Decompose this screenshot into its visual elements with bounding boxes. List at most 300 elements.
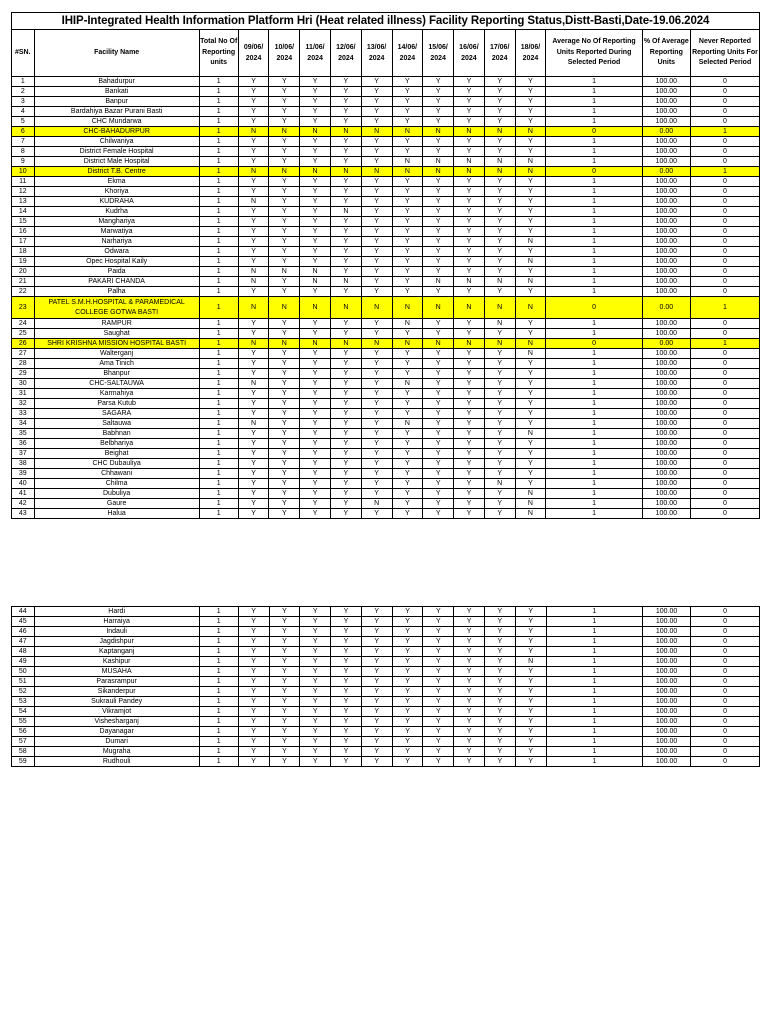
row-sn: 15 <box>12 217 35 227</box>
table-row <box>12 157 760 167</box>
report-status: Y <box>238 157 269 167</box>
row-sn: 19 <box>12 257 35 267</box>
report-status: Y <box>269 687 300 697</box>
row-sn: 44 <box>12 607 35 617</box>
report-status: Y <box>484 177 515 187</box>
table-row <box>12 369 760 379</box>
report-status: Y <box>269 257 300 267</box>
never-reported: 0 <box>690 217 759 227</box>
report-status: Y <box>423 369 454 379</box>
report-status: N <box>392 157 423 167</box>
never-reported: 0 <box>690 359 759 369</box>
report-status: Y <box>330 117 361 127</box>
facility-name: Karmahiya <box>34 389 199 399</box>
report-status: Y <box>484 499 515 509</box>
report-status: Y <box>454 359 485 369</box>
report-status: Y <box>392 359 423 369</box>
report-status: Y <box>238 349 269 359</box>
report-status: N <box>484 339 515 349</box>
report-status: Y <box>331 627 362 637</box>
percent-average: 100.00 <box>642 657 690 667</box>
report-status: Y <box>331 707 362 717</box>
report-status: Y <box>238 107 269 117</box>
row-sn: 17 <box>12 237 35 247</box>
percent-average: 100.00 <box>642 227 690 237</box>
never-reported: 0 <box>691 677 760 687</box>
report-status: Y <box>238 137 269 147</box>
report-status: Y <box>454 637 485 647</box>
report-status: N <box>515 499 546 509</box>
average-units: 1 <box>546 409 642 419</box>
facility-name: Chilma <box>34 479 199 489</box>
report-status: N <box>269 167 300 177</box>
facility-name: MUSAHA <box>34 667 199 677</box>
never-reported: 0 <box>691 617 760 627</box>
facility-name: Hardi <box>34 607 199 617</box>
report-status: Y <box>330 87 361 97</box>
table-row <box>12 509 760 519</box>
report-status: Y <box>330 419 361 429</box>
report-status: Y <box>454 489 485 499</box>
report-status: Y <box>454 147 485 157</box>
report-status: Y <box>454 479 485 489</box>
report-status: Y <box>361 379 392 389</box>
report-status: Y <box>392 489 423 499</box>
facility-name: Manghariya <box>34 217 199 227</box>
average-units: 1 <box>546 509 642 519</box>
report-status: N <box>484 277 515 287</box>
average-units: 1 <box>546 287 642 297</box>
report-status: N <box>392 297 423 319</box>
percent-average: 100.00 <box>642 97 690 107</box>
never-reported: 0 <box>691 747 760 757</box>
row-sn: 26 <box>12 339 35 349</box>
row-sn: 8 <box>12 147 35 157</box>
report-status: Y <box>454 677 485 687</box>
percent-average: 100.00 <box>642 687 690 697</box>
never-reported: 0 <box>690 77 759 87</box>
report-status: Y <box>330 267 361 277</box>
table-row <box>12 197 760 207</box>
report-status: Y <box>331 607 362 617</box>
report-status: Y <box>515 107 546 117</box>
percent-average: 100.00 <box>642 349 690 359</box>
report-status: N <box>515 509 546 519</box>
report-status: Y <box>238 499 269 509</box>
report-status: Y <box>392 707 423 717</box>
never-reported: 0 <box>690 509 759 519</box>
report-status: Y <box>515 439 546 449</box>
table-row <box>12 499 760 509</box>
report-status: Y <box>423 379 454 389</box>
report-status: Y <box>484 657 515 667</box>
total-units: 1 <box>199 717 238 727</box>
total-units: 1 <box>199 747 238 757</box>
report-status: Y <box>300 727 331 737</box>
report-status: N <box>361 167 392 177</box>
report-status: Y <box>361 459 392 469</box>
facility-name: RAMPUR <box>34 319 199 329</box>
never-reported: 0 <box>690 419 759 429</box>
average-units: 1 <box>546 439 642 449</box>
average-units: 1 <box>546 319 642 329</box>
total-units: 1 <box>199 449 238 459</box>
table-row <box>12 177 760 187</box>
average-units: 1 <box>546 717 642 727</box>
total-units: 1 <box>199 297 238 319</box>
report-status: Y <box>269 227 300 237</box>
report-status: Y <box>361 267 392 277</box>
report-status: N <box>238 297 269 319</box>
table-row <box>12 667 760 677</box>
facility-name: Halua <box>34 509 199 519</box>
row-sn: 3 <box>12 97 35 107</box>
row-sn: 20 <box>12 267 35 277</box>
report-status: Y <box>392 329 423 339</box>
report-status: Y <box>392 697 423 707</box>
facility-name: Kudrha <box>34 207 199 217</box>
report-status: Y <box>423 107 454 117</box>
report-status: Y <box>331 737 362 747</box>
report-status: Y <box>454 399 485 409</box>
report-status: Y <box>330 429 361 439</box>
report-status: N <box>515 349 546 359</box>
report-status: Y <box>269 697 300 707</box>
row-sn: 33 <box>12 409 35 419</box>
header-percent-average: % Of Average Reporting Units <box>642 30 690 77</box>
facility-name: Ekma <box>34 177 199 187</box>
report-status: Y <box>238 237 269 247</box>
report-status: Y <box>454 409 485 419</box>
never-reported: 0 <box>690 459 759 469</box>
total-units: 1 <box>199 439 238 449</box>
average-units: 1 <box>546 87 642 97</box>
percent-average: 100.00 <box>642 499 690 509</box>
facility-name: KUDRAHA <box>34 197 199 207</box>
report-status: Y <box>269 399 300 409</box>
row-sn: 18 <box>12 247 35 257</box>
percent-average: 100.00 <box>642 617 690 627</box>
report-status: Y <box>515 227 546 237</box>
average-units: 1 <box>546 489 642 499</box>
total-units: 1 <box>199 177 238 187</box>
report-status: Y <box>484 187 515 197</box>
report-status: Y <box>515 707 546 717</box>
report-status: Y <box>361 237 392 247</box>
report-status: Y <box>361 227 392 237</box>
average-units: 1 <box>546 449 642 459</box>
report-status: Y <box>361 147 392 157</box>
report-status: Y <box>269 77 300 87</box>
row-sn: 22 <box>12 287 35 297</box>
report-status: Y <box>454 687 485 697</box>
total-units: 1 <box>199 737 238 747</box>
average-units: 1 <box>546 389 642 399</box>
table-row <box>12 217 760 227</box>
report-status: Y <box>454 757 485 767</box>
report-status: Y <box>515 687 546 697</box>
report-status: Y <box>331 677 362 687</box>
table-row <box>12 647 760 657</box>
report-status: Y <box>238 207 269 217</box>
row-sn: 31 <box>12 389 35 399</box>
report-status: Y <box>331 687 362 697</box>
percent-average: 100.00 <box>642 459 690 469</box>
percent-average: 100.00 <box>642 329 690 339</box>
table-row <box>12 479 760 489</box>
percent-average: 100.00 <box>642 469 690 479</box>
report-status: Y <box>238 627 269 637</box>
report-status: Y <box>392 217 423 227</box>
report-status: Y <box>454 419 485 429</box>
report-status: Y <box>238 97 269 107</box>
report-status: Y <box>269 717 300 727</box>
never-reported: 0 <box>690 107 759 117</box>
header-never-reported: Never Reported Reporting Units For Selected Period <box>690 30 759 77</box>
report-status: Y <box>515 287 546 297</box>
report-status: Y <box>423 237 454 247</box>
average-units: 1 <box>546 737 642 747</box>
table-row <box>12 747 760 757</box>
percent-average: 100.00 <box>642 707 690 717</box>
report-status: Y <box>331 727 362 737</box>
row-sn: 49 <box>12 657 35 667</box>
report-status: Y <box>361 737 392 747</box>
report-status: Y <box>269 677 300 687</box>
report-status: Y <box>515 717 546 727</box>
average-units: 1 <box>546 267 642 277</box>
report-status: Y <box>423 717 454 727</box>
report-status: Y <box>269 439 300 449</box>
report-status: Y <box>454 247 485 257</box>
report-status: Y <box>300 97 331 107</box>
report-status: Y <box>269 737 300 747</box>
report-status: Y <box>392 287 423 297</box>
percent-average: 100.00 <box>642 287 690 297</box>
report-status: Y <box>361 369 392 379</box>
report-status: Y <box>269 287 300 297</box>
report-status: Y <box>423 499 454 509</box>
report-status: Y <box>269 349 300 359</box>
average-units: 1 <box>546 197 642 207</box>
report-status: Y <box>238 439 269 449</box>
never-reported: 0 <box>690 469 759 479</box>
percent-average: 100.00 <box>642 717 690 727</box>
total-units: 1 <box>199 479 238 489</box>
row-sn: 4 <box>12 107 35 117</box>
report-status: Y <box>484 647 515 657</box>
report-status: Y <box>269 747 300 757</box>
percent-average: 100.00 <box>642 389 690 399</box>
percent-average: 100.00 <box>642 137 690 147</box>
report-status: Y <box>454 349 485 359</box>
report-status: Y <box>300 197 331 207</box>
total-units: 1 <box>199 227 238 237</box>
report-status: Y <box>423 97 454 107</box>
table-row <box>12 267 760 277</box>
report-status: Y <box>454 627 485 637</box>
report-status: Y <box>269 627 300 637</box>
report-status: Y <box>392 657 423 667</box>
row-sn: 29 <box>12 369 35 379</box>
report-status: N <box>392 419 423 429</box>
report-status: Y <box>300 489 331 499</box>
report-status: N <box>330 167 361 177</box>
report-status: Y <box>238 677 269 687</box>
report-status: Y <box>484 257 515 267</box>
table-row <box>12 727 760 737</box>
report-status: Y <box>300 469 331 479</box>
report-status: N <box>238 379 269 389</box>
average-units: 1 <box>546 647 642 657</box>
table-row <box>12 277 760 287</box>
report-status: Y <box>423 287 454 297</box>
percent-average: 100.00 <box>642 637 690 647</box>
report-status: Y <box>484 697 515 707</box>
total-units: 1 <box>199 617 238 627</box>
report-status: Y <box>330 329 361 339</box>
report-status: Y <box>330 107 361 117</box>
row-sn: 55 <box>12 717 35 727</box>
never-reported: 0 <box>690 329 759 339</box>
report-status: Y <box>484 409 515 419</box>
report-status: Y <box>515 77 546 87</box>
report-status: Y <box>300 369 331 379</box>
report-status: Y <box>454 697 485 707</box>
percent-average: 100.00 <box>642 449 690 459</box>
row-sn: 42 <box>12 499 35 509</box>
never-reported: 0 <box>690 187 759 197</box>
report-status: Y <box>269 667 300 677</box>
percent-average: 100.00 <box>642 489 690 499</box>
report-status: Y <box>300 329 331 339</box>
never-reported: 0 <box>690 117 759 127</box>
report-status: Y <box>361 657 392 667</box>
report-status: Y <box>331 617 362 627</box>
total-units: 1 <box>199 329 238 339</box>
percent-average: 100.00 <box>642 267 690 277</box>
facility-name: Walterganj <box>34 349 199 359</box>
never-reported: 0 <box>690 499 759 509</box>
row-sn: 30 <box>12 379 35 389</box>
average-units: 1 <box>546 277 642 287</box>
row-sn: 40 <box>12 479 35 489</box>
report-status: N <box>330 277 361 287</box>
report-status: Y <box>392 439 423 449</box>
report-status: Y <box>238 747 269 757</box>
report-status: Y <box>238 319 269 329</box>
report-status: Y <box>515 677 546 687</box>
report-status: Y <box>515 607 546 617</box>
report-status: Y <box>484 197 515 207</box>
never-reported: 0 <box>690 247 759 257</box>
report-status: Y <box>484 449 515 459</box>
report-status: Y <box>454 329 485 339</box>
report-status: Y <box>330 257 361 267</box>
facility-name: Paida <box>34 267 199 277</box>
average-units: 1 <box>546 77 642 87</box>
report-status: Y <box>361 717 392 727</box>
row-sn: 21 <box>12 277 35 287</box>
report-status: Y <box>361 217 392 227</box>
row-sn: 5 <box>12 117 35 127</box>
total-units: 1 <box>199 607 238 617</box>
total-units: 1 <box>199 349 238 359</box>
never-reported: 0 <box>690 87 759 97</box>
header-date: 11/06/ 2024 <box>300 30 331 77</box>
report-status: Y <box>423 77 454 87</box>
report-status: Y <box>484 757 515 767</box>
report-status: Y <box>238 757 269 767</box>
total-units: 1 <box>199 697 238 707</box>
report-status: Y <box>300 499 331 509</box>
average-units: 1 <box>546 499 642 509</box>
percent-average: 100.00 <box>642 697 690 707</box>
report-status: N <box>515 429 546 439</box>
facility-status-table-continued <box>11 606 760 767</box>
report-status: Y <box>515 319 546 329</box>
facility-name: Gaure <box>34 499 199 509</box>
percent-average: 100.00 <box>642 399 690 409</box>
report-status: Y <box>300 359 331 369</box>
total-units: 1 <box>199 87 238 97</box>
report-status: Y <box>423 349 454 359</box>
never-reported: 0 <box>690 157 759 167</box>
report-status: Y <box>392 717 423 727</box>
report-status: Y <box>515 647 546 657</box>
never-reported: 0 <box>690 379 759 389</box>
total-units: 1 <box>199 379 238 389</box>
row-sn: 45 <box>12 617 35 627</box>
average-units: 1 <box>546 707 642 717</box>
report-status: N <box>515 339 546 349</box>
report-status: Y <box>330 469 361 479</box>
facility-name: Palha <box>34 287 199 297</box>
never-reported: 0 <box>691 757 760 767</box>
report-status: Y <box>454 737 485 747</box>
report-status: Y <box>269 329 300 339</box>
row-sn: 2 <box>12 87 35 97</box>
table-row <box>12 657 760 667</box>
report-status: Y <box>454 97 485 107</box>
report-status: Y <box>515 459 546 469</box>
total-units: 1 <box>199 257 238 267</box>
average-units: 1 <box>546 187 642 197</box>
row-sn: 23 <box>12 297 35 319</box>
total-units: 1 <box>199 217 238 227</box>
report-status: Y <box>392 147 423 157</box>
report-status: Y <box>423 757 454 767</box>
row-sn: 50 <box>12 667 35 677</box>
percent-average: 100.00 <box>642 737 690 747</box>
report-status: Y <box>238 479 269 489</box>
report-status: Y <box>484 469 515 479</box>
row-sn: 38 <box>12 459 35 469</box>
report-status: N <box>423 339 454 349</box>
report-status: Y <box>423 449 454 459</box>
report-status: Y <box>423 87 454 97</box>
facility-status-table <box>11 12 760 519</box>
report-status: Y <box>331 697 362 707</box>
average-units: 1 <box>546 637 642 647</box>
report-status: Y <box>392 267 423 277</box>
row-sn: 53 <box>12 697 35 707</box>
report-status: Y <box>515 399 546 409</box>
page-title: IHIP-Integrated Health Information Platform Hri (Heat related illness) Facility Reporting Status,Distt-Basti,Date-19.06.2024 <box>12 13 760 30</box>
report-status: Y <box>361 87 392 97</box>
table-row <box>12 459 760 469</box>
row-sn: 57 <box>12 737 35 747</box>
